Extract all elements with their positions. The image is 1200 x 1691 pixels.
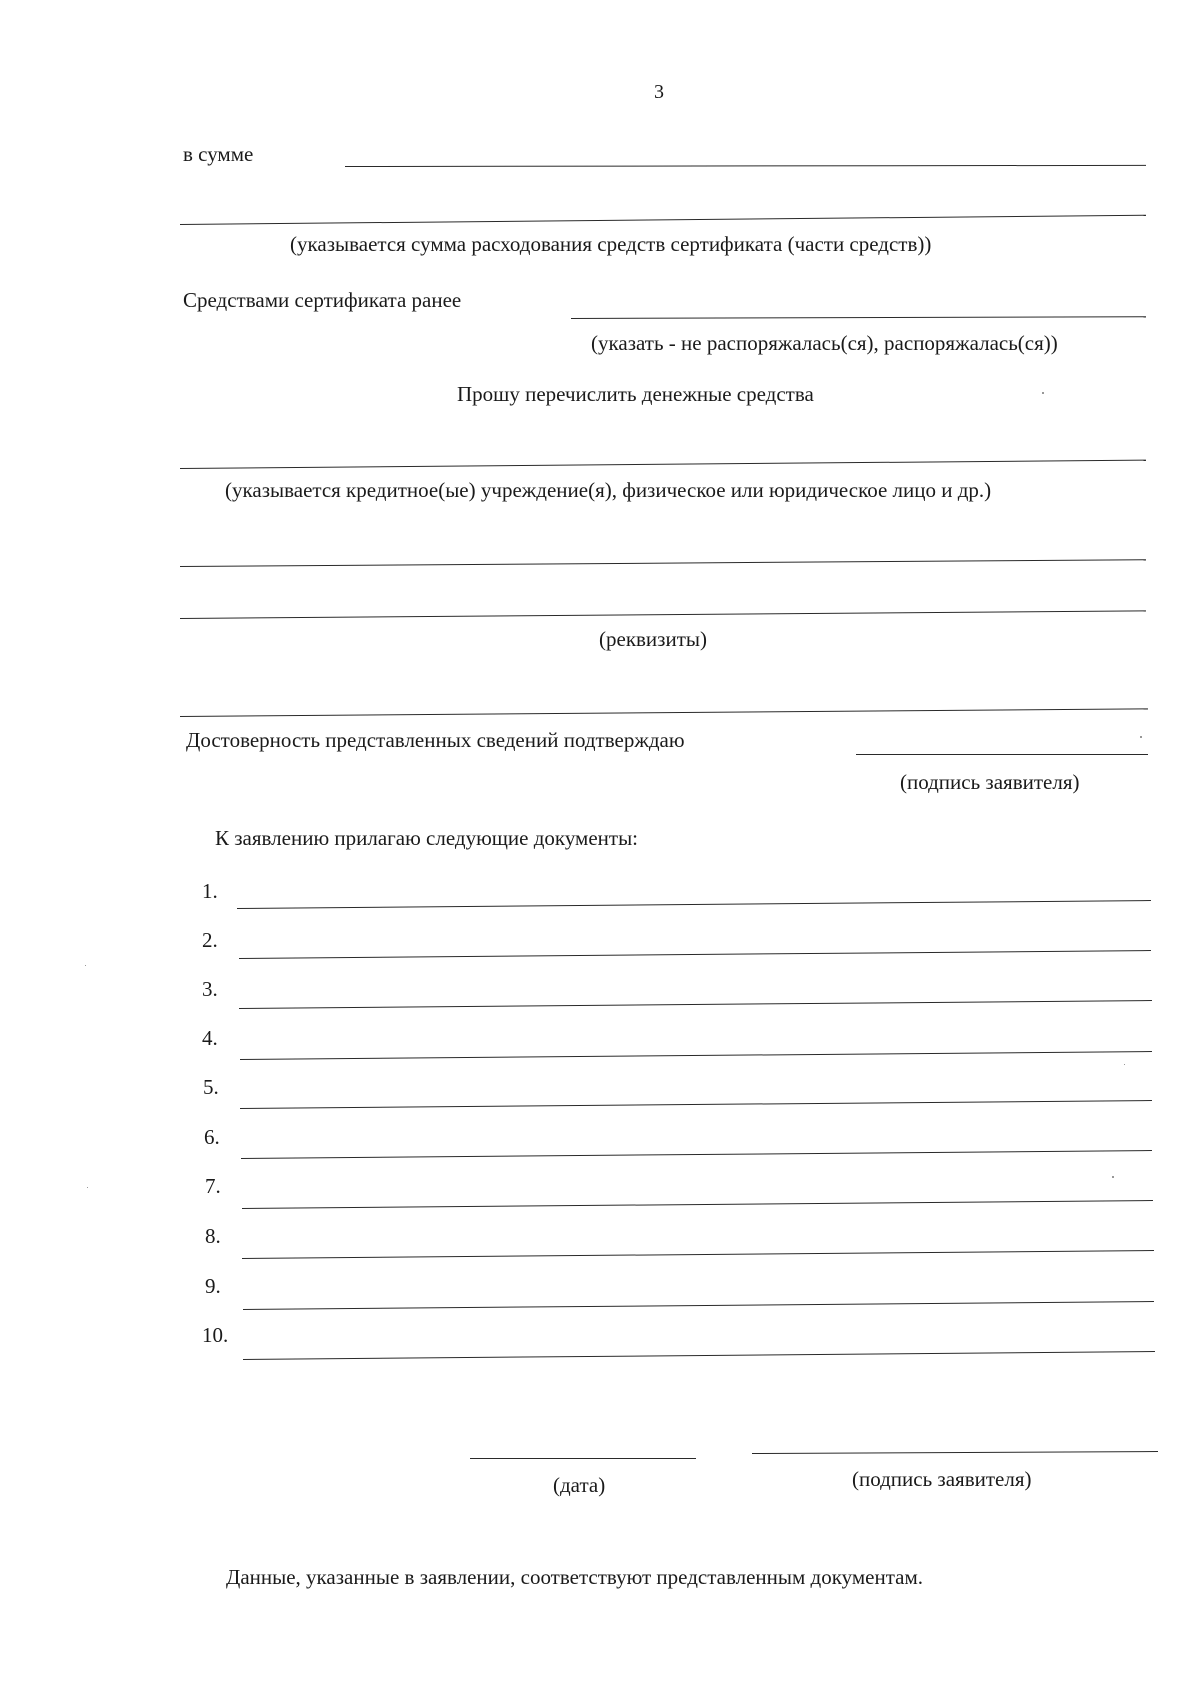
confirmation-signature-hint: (подпись заявителя) [900, 770, 1080, 794]
recipient-field-line[interactable] [180, 460, 1146, 469]
prior-use-label: Средствами сертификата ранее [183, 288, 462, 312]
requisites-hint: (реквизиты) [599, 627, 707, 651]
attachment-number: 1. [202, 879, 218, 903]
sum-field-line-2[interactable] [180, 215, 1146, 225]
scan-speck [1042, 392, 1044, 394]
requisites-field-line-1[interactable] [180, 559, 1146, 567]
confirmation-signature-line[interactable] [856, 754, 1148, 755]
scan-speck [87, 1187, 88, 1188]
attachments-label: К заявлению прилагаю следующие документы: [215, 826, 639, 850]
attachment-line[interactable] [240, 1051, 1152, 1060]
attachment-number: 4. [202, 1026, 218, 1050]
confirmation-label: Достоверность представленных сведений подтверждаю [186, 728, 685, 752]
attachment-number: 9. [205, 1274, 221, 1298]
sum-field-line[interactable] [345, 165, 1146, 167]
attachment-line[interactable] [239, 1000, 1152, 1009]
footer-signature-hint: (подпись заявителя) [852, 1467, 1032, 1491]
sum-label: в сумме [183, 142, 254, 166]
attachment-line[interactable] [240, 1100, 1152, 1109]
requisites-field-line-3[interactable] [180, 708, 1148, 717]
attachment-number: 6. [204, 1125, 220, 1149]
attachment-line[interactable] [239, 950, 1151, 959]
attachment-number: 8. [205, 1224, 221, 1248]
date-field-line[interactable] [470, 1458, 696, 1459]
attachment-number: 10. [202, 1323, 229, 1347]
transfer-label: Прошу перечислить денежные средства [457, 382, 814, 406]
attachment-line[interactable] [242, 1250, 1154, 1259]
footer-signature-line[interactable] [752, 1451, 1158, 1454]
prior-use-field-line[interactable] [571, 316, 1146, 319]
scan-speck [1140, 736, 1142, 738]
attachment-line[interactable] [241, 1150, 1152, 1159]
attachment-number: 3. [202, 977, 218, 1001]
attachment-line[interactable] [237, 900, 1151, 909]
scan-speck [85, 965, 86, 966]
verification-note: Данные, указанные в заявлении, соответствуют представленным документам. [226, 1565, 923, 1589]
scan-speck [1112, 1176, 1114, 1178]
sum-hint: (указывается сумма расходования средств сертификата (части средств)) [290, 232, 932, 256]
attachment-line[interactable] [243, 1301, 1154, 1310]
page-number: 3 [654, 81, 664, 103]
attachment-number: 2. [202, 928, 218, 952]
prior-use-hint: (указать - не распоряжалась(ся), распоряжалась(ся)) [591, 331, 1058, 355]
scan-speck [1124, 1064, 1125, 1065]
attachment-line[interactable] [242, 1200, 1153, 1209]
attachment-number: 5. [203, 1075, 219, 1099]
recipient-hint: (указывается кредитное(ые) учреждение(я), физическое или юридическое лицо и др.) [225, 478, 992, 502]
attachment-number: 7. [205, 1174, 221, 1198]
attachment-line[interactable] [243, 1351, 1155, 1360]
date-hint: (дата) [553, 1473, 606, 1497]
requisites-field-line-2[interactable] [180, 610, 1146, 619]
